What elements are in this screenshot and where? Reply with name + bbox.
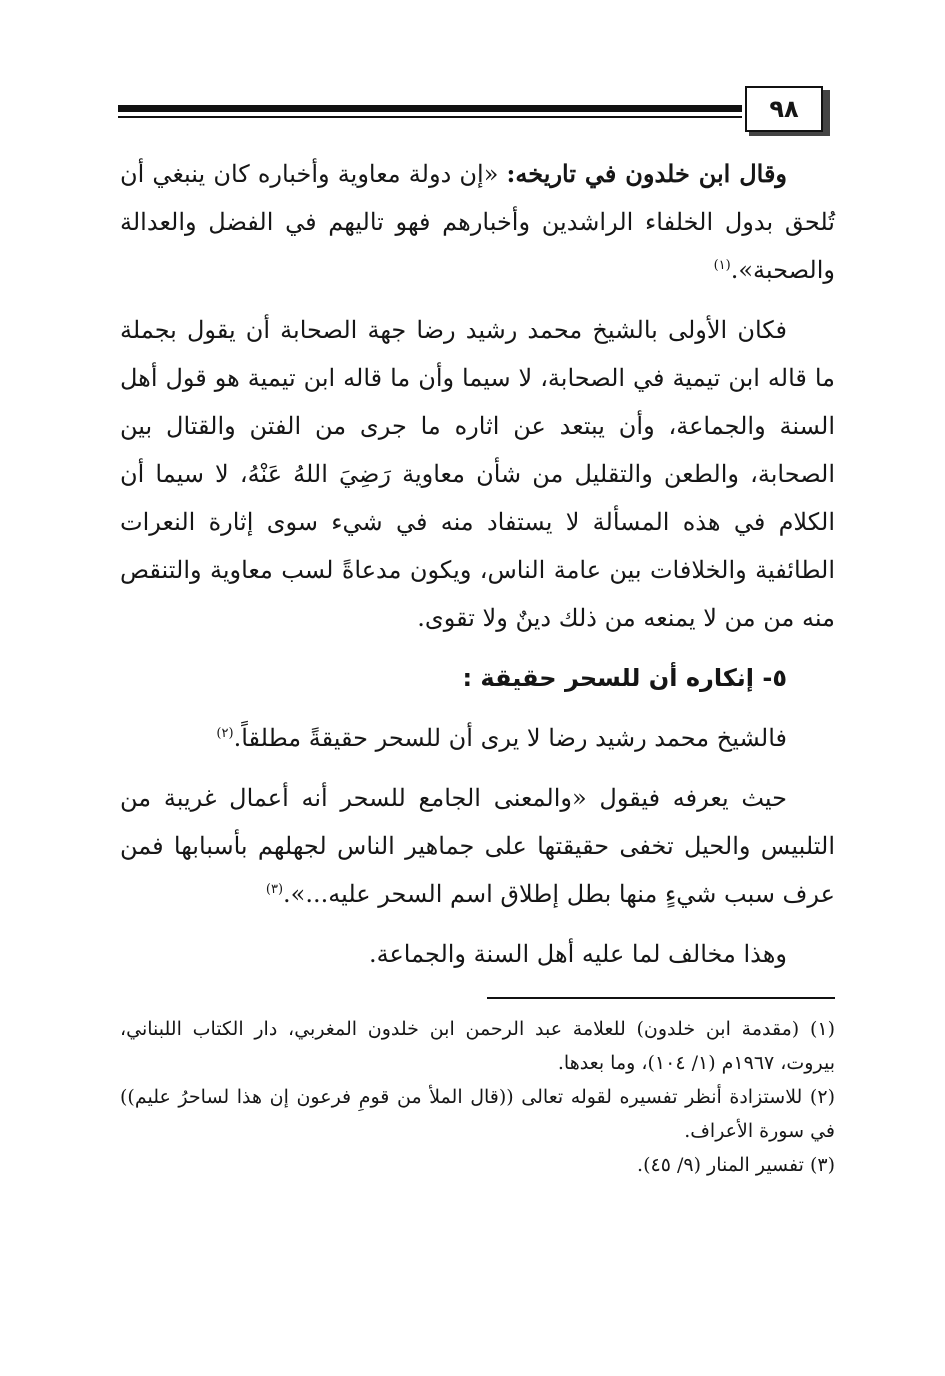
footnote-ref-1: (١): [713, 258, 731, 273]
paragraph-conclusion: [120, 930, 835, 978]
footnote-1: (١) (مقدمة ابن خلدون) للعلامة عبد الرحمن ابن خلدون المغربي، دار الكتاب اللبناني، بيروت، ١٩٦٧م (١/ ١٠٤)، وما بعدها.: [120, 1018, 835, 1074]
page-number-shadow: [823, 90, 830, 136]
paragraph-text: «إن دولة معاوية وأخباره كان ينبغي أن تُلحق بدول الخلفاء الراشدين وأخبارهم فهو تاليهم في الفضل والعدالة والصحبة».: [120, 160, 835, 284]
main-text: [120, 150, 835, 990]
footnote-ref-2: (٢): [216, 726, 234, 741]
page-number-shadow-bottom: [749, 132, 830, 136]
paragraph-text: حيث يعرفه فيقول «والمعنى الجامع للسحر أنه أعمال غريبة من التلبيس والحيل تخفى حقيقتها على جماهير الناس لجهلهم بأسبابها فمن عرف سبب شيءٍ منها بطل إطلاق اسم السحر عليه...».: [120, 784, 835, 908]
header-rule-thin: [118, 116, 742, 118]
paragraph-ibn-khaldun: [120, 150, 835, 294]
footnote-2: (٢) للاستزادة أنظر تفسيره لقوله تعالى ((قال الملأ من قومِ فرعون إن هذا لساحرُ عليم)) في سورة الأعراف.: [120, 1086, 835, 1142]
footnote-ref-3: (٣): [265, 882, 284, 897]
paragraph-companions: [120, 306, 835, 642]
paragraph-magic-definition: [120, 774, 835, 918]
paragraph-lead: وقال ابن خلدون في تاريخه:: [506, 159, 788, 188]
header-rule-thick: [118, 105, 742, 112]
page-number: [745, 86, 823, 132]
page-number-text: ٩٨: [769, 95, 799, 123]
footnotes: [120, 1012, 835, 1182]
footnote-separator: [487, 997, 835, 999]
section-heading: ٥- إنكاره أن للسحر حقيقة :: [462, 664, 787, 692]
footnote-3: (٣) تفسير المنار (٩/ ٤٥).: [637, 1154, 835, 1176]
paragraph-text: وهذا مخالف لما عليه أهل السنة والجماعة.: [368, 940, 787, 968]
paragraph-text: فكان الأولى بالشيخ محمد رشيد رضا جهة الصحابة أن يقول بجملة ما قاله ابن تيمية في الصحابة، لا سيما وأن ما قاله ابن تيمية هو قول أهل السنة والجماعة، وأن يبتعد عن اثاره ما جرى من الفتن والقتال بين الصحابة، والطعن والتقليل من شأن معاوية رَضِيَ اللهُ عَنْهُ، لا سيما أن الكلام في هذه المسألة لا يستفاد منه في شيء سوى إثارة النعرات الطائفية والخلافات بين عامة الناس، ويكون مدعاةً لسب معاوية والتنقص منه من من لا يمنعه من ذلك دينٌ ولا تقوى.: [120, 316, 835, 632]
paragraph-text: فالشيخ محمد رشيد رضا لا يرى أن للسحر حقيقةً مطلقاً.: [233, 724, 787, 752]
paragraph-magic-denial: [120, 714, 835, 762]
